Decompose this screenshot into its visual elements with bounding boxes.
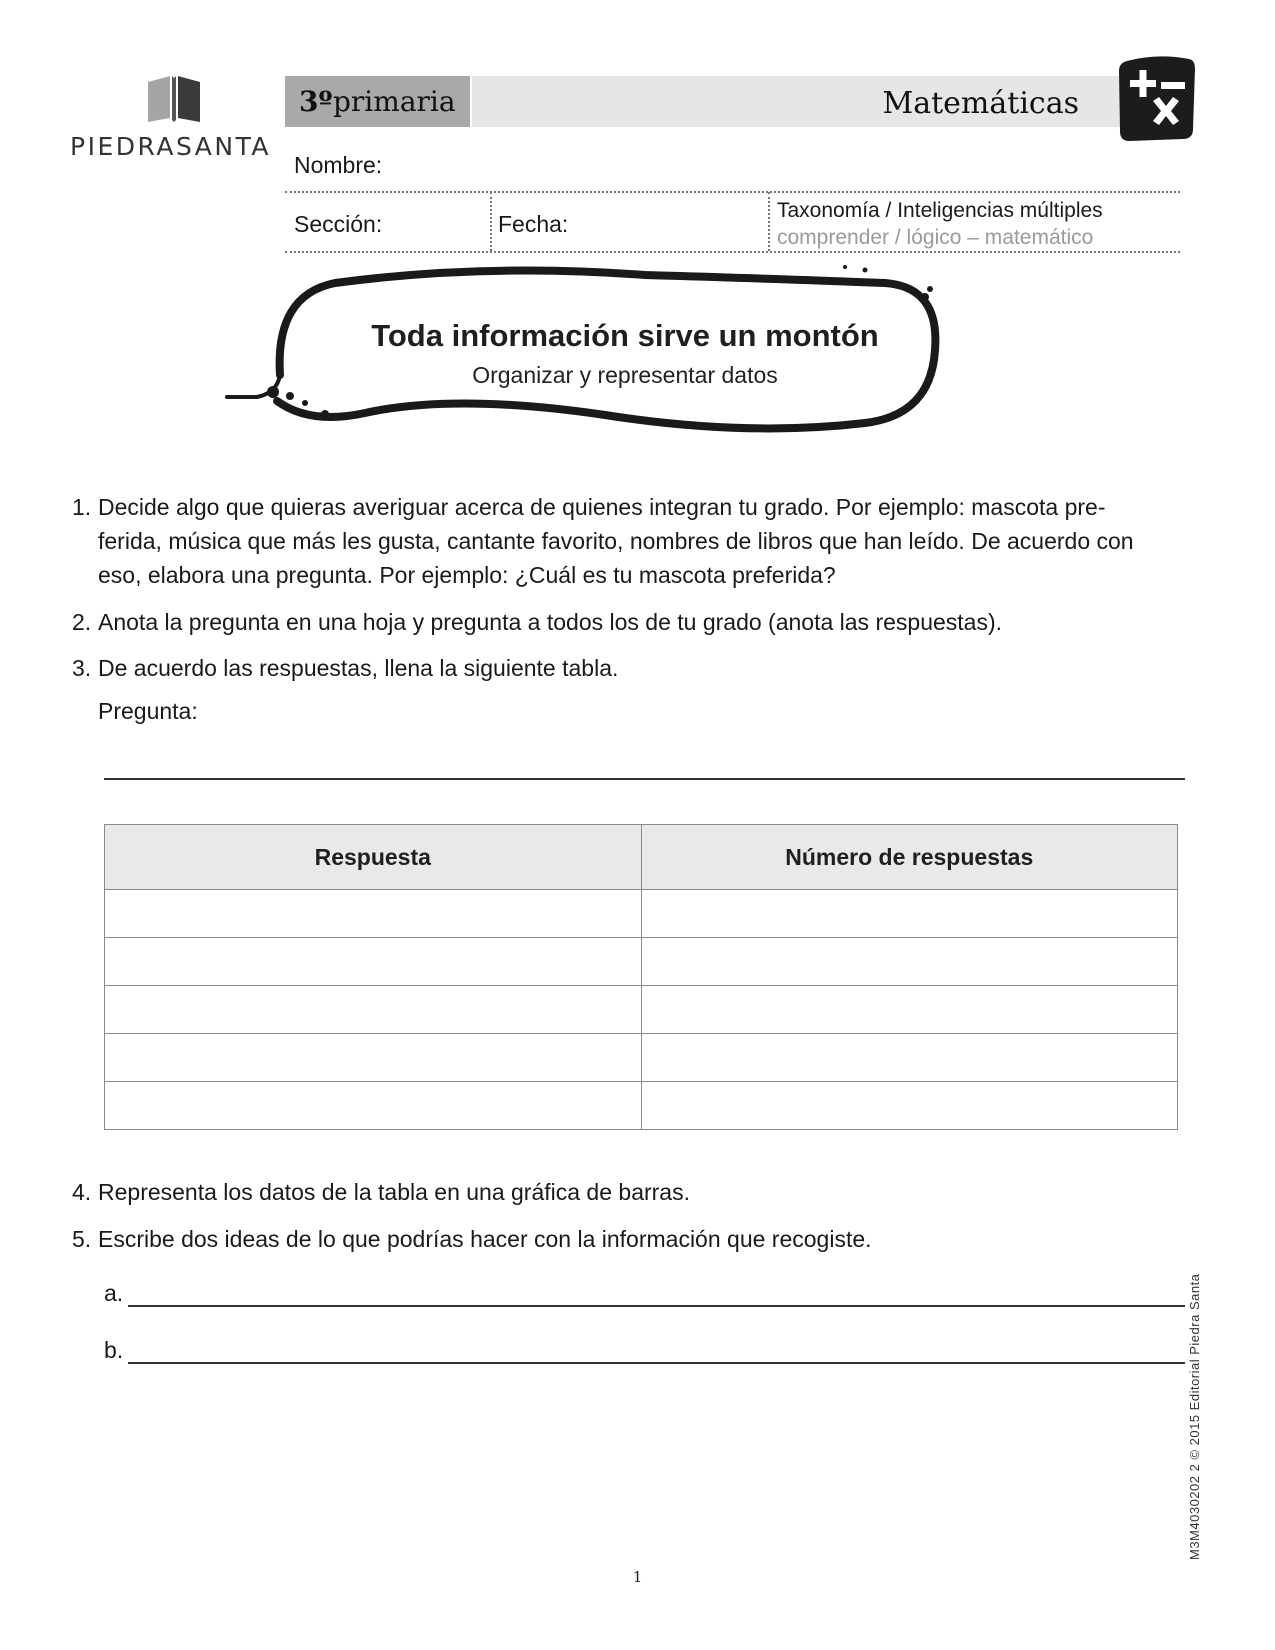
table-cell[interactable] xyxy=(641,938,1178,986)
instruction-2 xyxy=(72,605,1182,639)
table-cell[interactable] xyxy=(641,890,1178,938)
instruction-text: ferida, música que más les gusta, cantante favorito, nombres de libros que han leído. De acuerdo con eso, elabora una pregunta. Por ejemplo: ¿Cuál es tu mascota preferida? xyxy=(98,528,1134,588)
divider xyxy=(285,191,1180,193)
pregunta-label: Pregunta: xyxy=(98,698,198,724)
instruction-text: Decide algo que quieras averiguar acerca de quienes integran tu grado. Por ejemplo: mascota pre- xyxy=(98,494,1106,520)
pregunta-answer-line[interactable] xyxy=(104,778,1185,780)
grade-badge xyxy=(285,76,470,127)
table-cell[interactable] xyxy=(105,986,642,1034)
brand-name: PIEDRASANTA xyxy=(70,132,272,161)
table-cell[interactable] xyxy=(641,986,1178,1034)
instruction-3 xyxy=(72,651,1182,685)
fecha-label: Fecha: xyxy=(498,211,569,237)
table-cell[interactable] xyxy=(105,890,642,938)
idea-a-label: a. xyxy=(104,1280,124,1306)
divider xyxy=(285,251,1180,253)
instruction-number: 4. xyxy=(72,1179,92,1205)
instruction-number: 3. xyxy=(72,655,92,681)
nombre-label: Nombre: xyxy=(294,152,383,178)
instruction-1 xyxy=(72,490,1182,592)
table-cell[interactable] xyxy=(105,1082,642,1130)
table-row xyxy=(105,1082,1178,1130)
copyright-side-text: M3M4030202 2 © 2015 Editorial Piedra Santa xyxy=(1187,1273,1202,1560)
idea-b-label: b. xyxy=(104,1337,124,1363)
column-header-numero: Número de respuestas xyxy=(641,825,1178,890)
instruction-5 xyxy=(72,1222,1182,1256)
taxonomy-value: comprender / lógico – matemático xyxy=(777,226,1094,249)
instruction-text: Representa los datos de la tabla en una gráfica de barras. xyxy=(98,1179,690,1205)
table-cell[interactable] xyxy=(641,1034,1178,1082)
table-header-row xyxy=(105,825,1178,890)
instruction-number: 5. xyxy=(72,1226,92,1252)
response-table xyxy=(104,824,1178,1130)
instruction-text: De acuerdo las respuestas, llena la siguiente tabla. xyxy=(98,655,619,681)
math-operations-icon xyxy=(1117,55,1197,143)
speech-bubble-frame xyxy=(225,265,985,455)
instruction-number: 2. xyxy=(72,609,92,635)
grade-number: 3º xyxy=(299,85,333,118)
divider xyxy=(490,192,492,251)
table-row xyxy=(105,938,1178,986)
table-cell[interactable] xyxy=(641,1082,1178,1130)
table-cell[interactable] xyxy=(105,938,642,986)
table-row xyxy=(105,986,1178,1034)
table-row xyxy=(105,1034,1178,1082)
idea-a-answer-line[interactable] xyxy=(128,1305,1185,1307)
instruction-text: Escribe dos ideas de lo que podrías hacer con la información que recogiste. xyxy=(98,1226,872,1252)
subject-title: Matemáticas xyxy=(882,86,1079,121)
activity-subtitle: Organizar y representar datos xyxy=(472,362,778,388)
piedrasanta-logo-icon xyxy=(146,76,202,124)
divider xyxy=(768,192,770,251)
activity-title: Toda información sirve un montón xyxy=(371,318,879,353)
instruction-number: 1. xyxy=(72,494,92,520)
seccion-label: Sección: xyxy=(294,211,383,237)
table-cell[interactable] xyxy=(105,1034,642,1082)
page-number: 1 xyxy=(632,1568,643,1586)
grade-label: primaria xyxy=(333,85,456,118)
column-header-respuesta: Respuesta xyxy=(105,825,642,890)
instruction-text: Anota la pregunta en una hoja y pregunta a todos los de tu grado (anota las respuestas). xyxy=(98,609,1003,635)
taxonomy-title: Taxonomía / Inteligencias múltiples xyxy=(777,199,1103,222)
table-row xyxy=(105,890,1178,938)
idea-b-answer-line[interactable] xyxy=(128,1362,1185,1364)
instruction-4 xyxy=(72,1175,1182,1209)
